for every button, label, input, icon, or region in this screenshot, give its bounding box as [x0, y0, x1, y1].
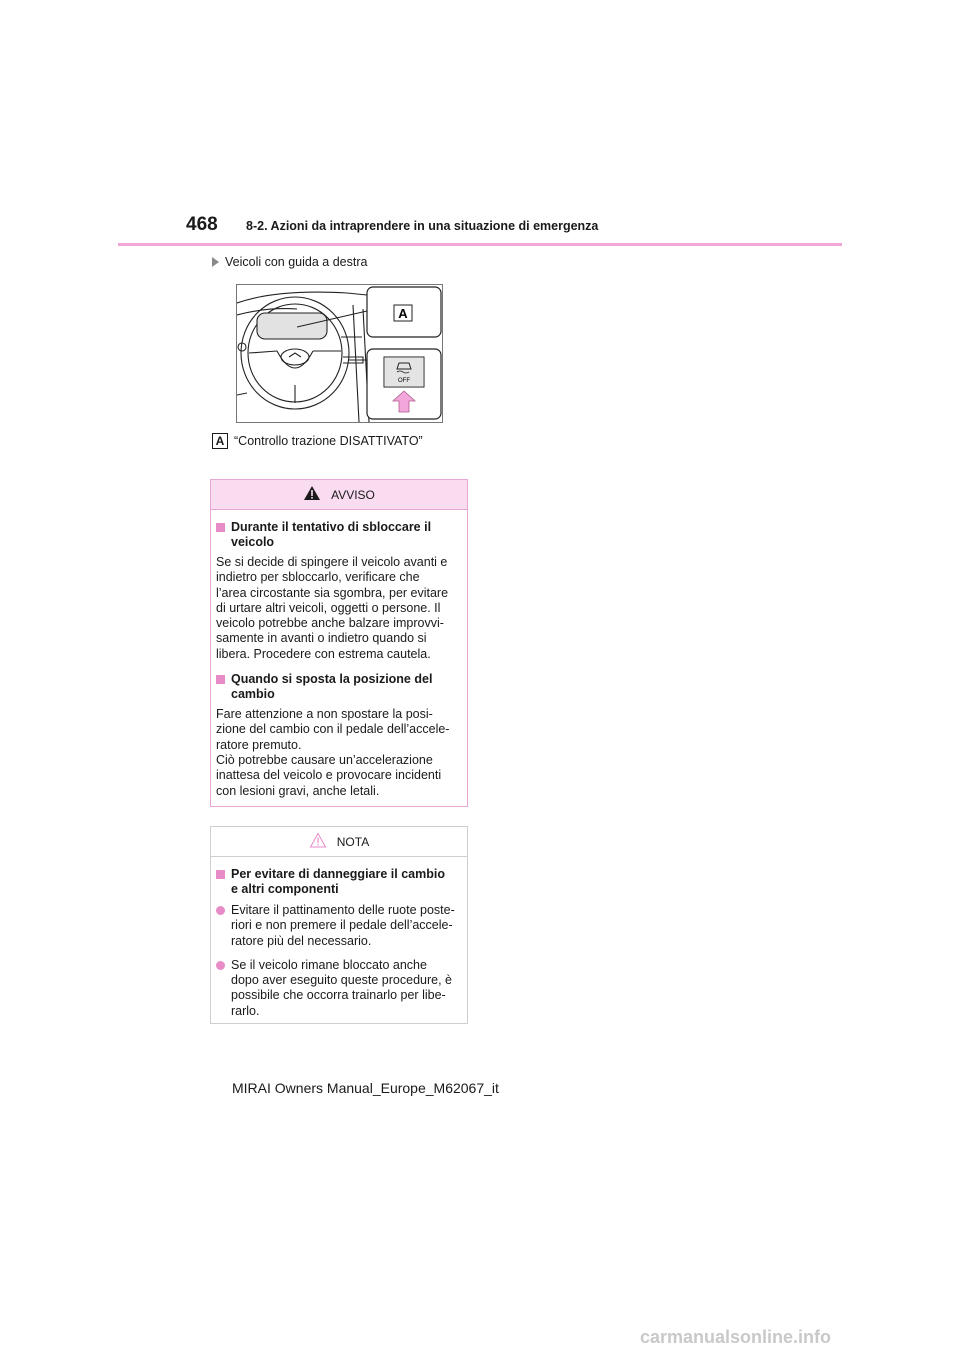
subheading — [212, 255, 367, 269]
round-bullet-icon — [216, 906, 225, 915]
triangle-bullet-icon — [212, 257, 219, 267]
off-label: OFF — [398, 378, 410, 384]
caption-label-box: A — [212, 433, 228, 449]
caution-triangle-icon — [309, 832, 327, 851]
caption-text: “Controllo trazione DISATTIVATO” — [234, 434, 423, 448]
page-footer: MIRAI Owners Manual_Europe_M62067_it — [232, 1080, 499, 1096]
header-rule — [118, 243, 842, 246]
note-box — [210, 826, 468, 1024]
subheading-text: Veicoli con guida a destra — [225, 255, 368, 269]
note-item-title: Per evitare di danneggiare il cambio e altri componenti — [216, 867, 462, 897]
round-bullet-icon — [216, 961, 225, 970]
note-bullet: Evitare il pattinamento delle ruote poste- riori e non premere il pedale dell’accele- ratore più del necessario. — [216, 903, 462, 949]
warning-item-title: Quando si sposta la posizione del cambio — [216, 672, 462, 702]
dashboard-illustration — [236, 284, 443, 423]
note-bullet: Se il veicolo rimane bloccato anche dopo aver eseguito queste procedure, è possibile che occorra trainarlo per libe- rarlo. — [216, 958, 462, 1019]
warning-title: AVVISO — [331, 487, 375, 502]
square-bullet-icon — [216, 870, 225, 879]
warning-item-title: Durante il tentativo di sbloccare il veicolo — [216, 520, 462, 550]
warning-triangle-icon — [303, 485, 321, 504]
note-header — [211, 827, 467, 857]
steering-wheel-drawing — [237, 285, 442, 422]
figure-caption — [212, 433, 423, 449]
square-bullet-icon — [216, 675, 225, 684]
watermark: carmanualsonline.info — [640, 1327, 832, 1347]
warning-header — [211, 480, 467, 510]
warning-item-text: Se si decide di spingere il veicolo avanti e indietro per sbloccarlo, verificare che l’area circostante sia sgombra, per evitare di urtare altri veicoli, oggetti o persone. Il veicolo potrebbe anche balzare improvvi- samente in avanti o indietro quando si libera. Procedere con estrema cautela. — [216, 555, 449, 661]
page-number: 468 — [186, 214, 218, 235]
square-bullet-icon — [216, 523, 225, 532]
note-title: NOTA — [336, 834, 370, 849]
section-title: 8-2. Azioni da intraprendere in una situazione di emergenza — [246, 219, 599, 233]
callout-label: A — [398, 306, 408, 321]
warning-box — [210, 479, 468, 807]
warning-item-text: Fare attenzione a non spostare la posi- zione del cambio con il pedale dell’accele- ratore premuto. Ciò potrebbe causare un’accelerazione inattesa del veicolo e provocare incidenti con lesioni gravi, anche letali. — [216, 707, 450, 798]
